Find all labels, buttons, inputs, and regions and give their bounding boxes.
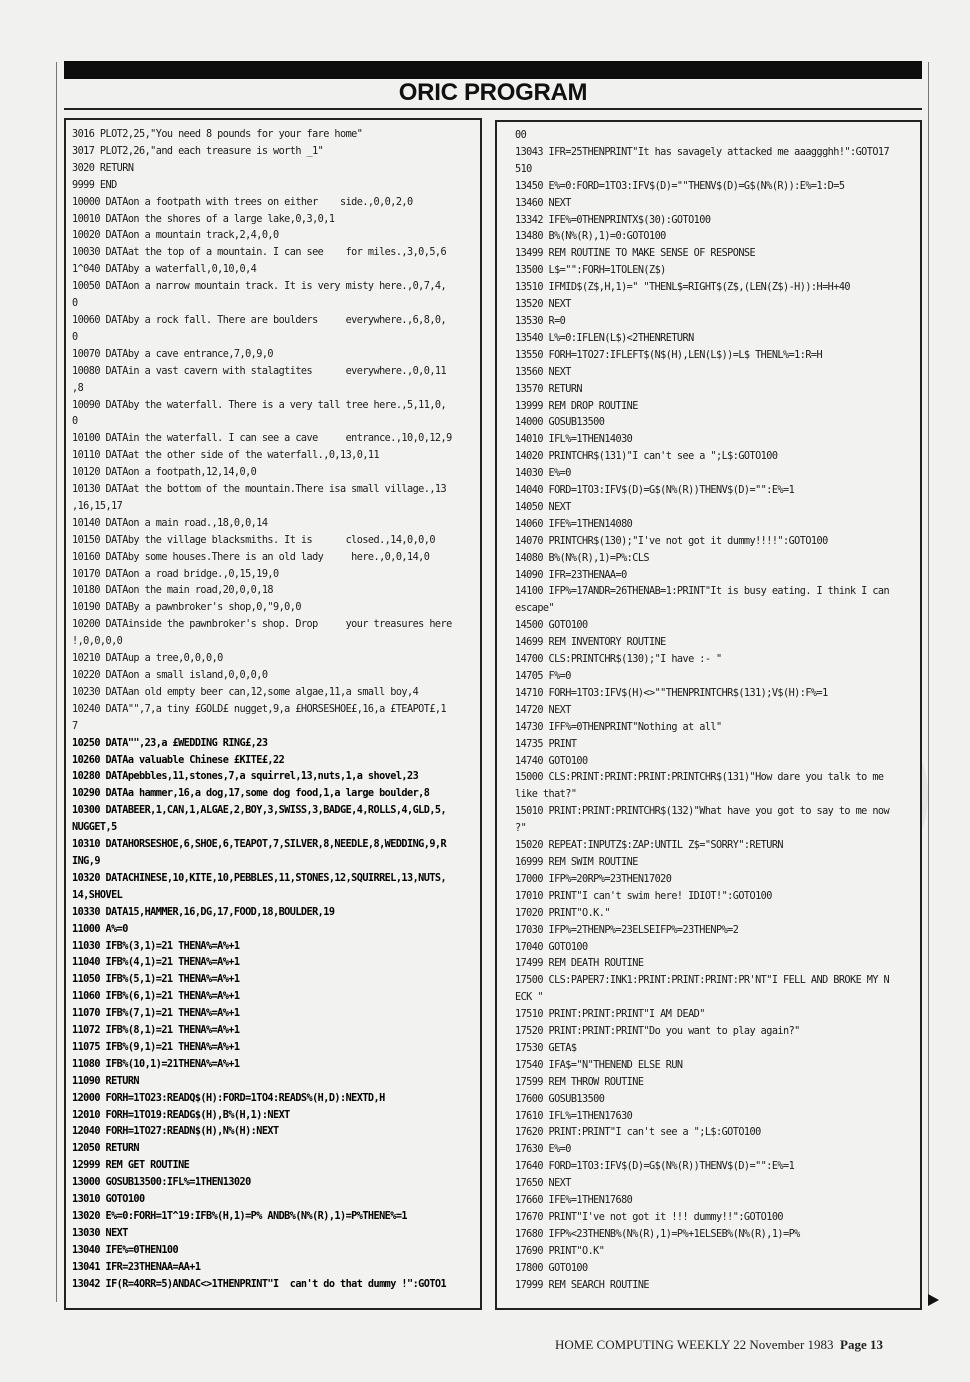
code-line: 15010 PRINT:PRINT:PRINTCHR$(132)"What have you got to say to me now [515,806,890,818]
code-line: like that?" [515,789,577,801]
code-line: 13000 GOSUB13500:IFL%=1THEN13020 [72,1177,251,1189]
code-line: 11060 IFB%(6,1)=21 THENA%=A%+1 [72,991,240,1003]
code-line: 16999 REM SWIM ROUTINE [515,856,638,868]
code-line: 14080 B%(N%(R),1)=P%:CLS [515,552,650,564]
code-line: 11072 IFB%(8,1)=21 THENA%=A%+1 [72,1025,240,1037]
code-line: 13560 NEXT [515,366,571,378]
code-line: 15020 REPEAT:INPUTZ$:ZAP:UNTIL Z$="SORRY":RETURN [515,840,784,852]
code-line: 10220 DATAon a small island,0,0,0,0 [72,670,268,681]
code-line: 10250 DATA"",23,a £WEDDING RING£,23 [72,737,268,749]
code-line: 0 [72,331,78,343]
code-line: 12040 FORH=1TO27:READN$(H),N%(H):NEXT [72,1126,279,1138]
code-line: 13480 B%(N%(R),1)=0:GOTO100 [515,231,666,243]
code-line: 11040 IFB%(4,1)=21 THENA%=A%+1 [72,957,240,969]
code-line: 10180 DATAon the main road,20,0,0,18 [72,585,274,597]
code-line: 10110 DATAat the other side of the waterfall.,0,13,0,11 [72,450,380,462]
code-line: 14020 PRINTCHR$(131)"I can't see a ";L$:GOTO100 [515,451,778,463]
code-line: 14030 E%=0 [515,468,571,480]
code-line: 3017 PLOT2,26,"and each treasure is worth _1" [72,145,324,157]
code-line: 13342 IFE%=0THENPRINTX$(30):GOTO100 [515,214,711,226]
code-line: 14699 REM INVENTORY ROUTINE [515,637,666,649]
code-line: 13460 NEXT [515,197,571,209]
continue-arrow-icon [928,1294,939,1306]
code-line: 10160 DATAby some houses.There is an old lady here.,0,0,14,0 [72,551,430,563]
code-line: 13530 R=0 [515,315,566,327]
code-line: 14,SHOVEL [72,889,123,901]
code-line: 10190 DATABy a pawnbroker's shop,0,"9,0,0 [72,602,301,614]
code-line: 10010 DATAon the shores of a large lake,0,3,0,1 [72,213,335,225]
code-line: ,16,15,17 [72,500,123,512]
code-line: escape" [515,603,555,615]
code-line: 17040 GOTO100 [515,941,588,953]
code-line: 1^040 DATAby a waterfall,0,10,0,4 [72,264,257,276]
code-line: 17520 PRINT:PRINT:PRINT"Do you want to play again?" [515,1026,800,1038]
page-border-left [56,62,57,1302]
code-line: 10020 DATAon a mountain track,2,4,0,0 [72,230,279,242]
code-line: 14040 FORD=1TO3:IFV$(D)=G$(N%(R))THENV$(D)="":E%=1 [515,485,795,497]
code-line: 11030 IFB%(3,1)=21 THENA%=A%+1 [72,940,240,952]
code-line: 11090 RETURN [72,1075,140,1087]
code-line: 17610 IFL%=1THEN17630 [515,1110,633,1122]
code-line: 10280 DATApebbles,11,stones,7,a squirrel,13,nuts,1,a shovel,23 [72,771,419,783]
code-line: 10120 DATAon a footpath,12,14,0,0 [72,467,257,479]
code-line: 17670 PRINT"I've not got it !!! dummy!!":GOTO100 [515,1212,784,1223]
page-border-right [928,62,929,1302]
code-line: 17540 IFA$="N"THENEND ELSE RUN [515,1059,683,1071]
code-line: 10170 DATAon a road bridge.,0,15,19,0 [72,568,279,580]
code-line: 14700 CLS:PRINTCHR$(130);"I have :- " [515,654,722,666]
code-line: 00 [515,130,527,141]
code-line: 3016 PLOT2,25,"You need 8 pounds for your fare home" [72,129,363,140]
code-line: 0 [72,298,78,310]
page-footer [555,1337,883,1353]
code-line: 17690 PRINT"O.K" [515,1245,605,1257]
code-line: 10230 DATAan old empty beer can,12,some algae,11,a small boy,4 [72,686,419,698]
code-line: 10130 DATAat the bottom of the mountain.There isa small village.,13 [72,484,447,496]
code-line: 14060 IFE%=1THEN14080 [515,518,633,530]
code-line: 17660 IFE%=1THEN17680 [515,1195,633,1207]
code-line: ECK " [515,992,543,1004]
code-line: 10200 DATAinside the pawnbroker's shop. Drop your treasures here [72,619,452,631]
code-line: 17640 FORD=1TO3:IFV$(D)=G$(N%(R))THENV$(D)="":E%=1 [515,1161,795,1173]
code-line: 13042 IF(R=4ORR=5)ANDAC<>1THENPRINT"I can't do that dummy !":GOTO1 [72,1278,447,1290]
code-line: 11000 A%=0 [72,923,128,935]
code-line: 17630 E%=0 [515,1144,571,1156]
code-line: 11050 IFB%(5,1)=21 THENA%=A%+1 [72,974,240,986]
code-line: 14090 IFR=23THENAA=0 [515,569,627,581]
code-line: 17800 GOTO100 [515,1262,588,1274]
code-line: 14500 GOTO100 [515,620,588,632]
code-line: 13520 NEXT [515,299,571,311]
code-line: 10090 DATAby the waterfall. There is a very tall tree here.,5,11,0, [72,399,447,411]
code-line: 10210 DATAup a tree,0,0,0,0 [72,653,223,665]
code-line: 10060 DATAby a rock fall. There are boulders everywhere.,6,8,0, [72,314,447,326]
code-line: 14000 GOSUB13500 [515,417,605,429]
code-line: NUGGET,5 [72,822,117,834]
code-line: 13020 E%=0:FORH=1T^19:IFB%(H,1)=P% ANDB%(N%(R),1)=P%THENE%=1 [72,1211,408,1222]
code-line: 17500 CLS:PAPER7:INK1:PRINT:PRINT:PRINT:PR'NT"I FELL AND BROKE MY N [515,975,890,987]
code-line: 10260 DATAa valuable Chinese £KITE£,22 [72,754,285,766]
code-line: 17620 PRINT:PRINT"I can't see a ";L$:GOTO100 [515,1127,761,1139]
code-line: 13040 IFE%=0THEN100 [72,1244,179,1256]
code-line: 17999 REM SEARCH ROUTINE [515,1279,650,1291]
code-line: 11075 IFB%(9,1)=21 THENA%=A%+1 [72,1041,240,1053]
listing-column-left [64,118,482,1310]
code-line: 510 [515,163,532,175]
code-line: 15000 CLS:PRINT:PRINT:PRINT:PRINTCHR$(131)"How dare you talk to me [515,772,884,784]
code-line: 13540 L%=0:IFLEN(L$)<2THENRETURN [515,332,694,344]
code-line: 10150 DATAby the village blacksmiths. It is closed.,14,0,0,0 [72,534,435,546]
code-line: 13041 IFR=23THENAA=AA+1 [72,1261,201,1273]
code-line: 17600 GOSUB13500 [515,1093,605,1105]
header-black-bar [64,61,922,79]
code-lines-left [66,120,480,1294]
footer-publication: HOME COMPUTING WEEKLY 22 November 1983 [555,1337,834,1352]
code-line: 0 [72,416,78,428]
code-line: 17000 IFP%=20RP%=23THEN17020 [515,873,672,885]
code-line: 10310 DATAHORSESHOE,6,SHOE,6,TEAPOT,7,SILVER,8,NEEDLE,8,WEDDING,9,R [72,839,447,851]
code-line: 14050 NEXT [515,501,571,513]
code-line: 10330 DATA15,HAMMER,16,DG,17,FOOD,18,BOULDER,19 [72,906,335,918]
code-line: 13500 L$="":FORH=1TOLEN(Z$) [515,265,666,277]
code-line: 13570 RETURN [515,383,583,395]
code-line: 14010 IFL%=1THEN14030 [515,434,633,446]
code-line: 10100 DATAin the waterfall. I can see a cave entrance.,10,0,12,9 [72,433,452,445]
code-line: 17030 IFP%=2THENP%=23ELSEIFP%=23THENP%=2 [515,924,739,936]
code-line: 10240 DATA"",7,a tiny £GOLD£ nugget,9,a £HORSESHOE£,16,a £TEAPOT£,1 [72,703,447,715]
code-line: !,0,0,0,0 [72,636,123,648]
code-line: 13043 IFR=25THENPRINT"It has savagely attacked me aaaggghh!":GOTO17 [515,146,890,158]
code-line: 14735 PRINT [515,738,577,750]
code-line: 10070 DATAby a cave entrance,7,0,9,0 [72,348,274,360]
footer-page-number: Page 13 [840,1337,883,1352]
code-line: 11070 IFB%(7,1)=21 THENA%=A%+1 [72,1008,240,1020]
code-line: ,8 [72,382,84,394]
code-line: 11080 IFB%(10,1)=21THENA%=A%+1 [72,1058,240,1070]
code-line: 13010 GOTO100 [72,1194,145,1206]
code-line: 14100 IFP%=17ANDR=26THENAB=1:PRINT"It is busy eating. I think I can [515,586,890,598]
code-line: 12010 FORH=1TO19:READG$(H),B%(H,1):NEXT [72,1109,290,1121]
code-line: 3020 RETURN [72,162,134,174]
code-line: 10000 DATAon a footpath with trees on either side.,0,0,2,0 [72,196,413,208]
code-line: 14740 GOTO100 [515,755,588,767]
code-line: 14730 IFF%=0THENPRINT"Nothing at all" [515,721,722,733]
code-line: 10050 DATAon a narrow mountain track. It is very misty here.,0,7,4, [72,281,447,293]
code-line: 14710 FORH=1TO3:IFV$(H)<>""THENPRINTCHR$(131);V$(H):F%=1 [515,687,828,699]
code-line: 17510 PRINT:PRINT:PRINT"I AM DEAD" [515,1009,705,1021]
code-line: 13499 REM ROUTINE TO MAKE SENSE OF RESPONSE [515,248,756,260]
code-lines-right [497,122,920,1295]
code-line: 10030 DATAat the top of a mountain. I can see for miles.,3,0,5,6 [72,247,447,259]
code-line: 7 [72,720,78,732]
code-line: 12999 REM GET ROUTINE [72,1160,190,1172]
code-line: 17680 IFP%<23THENB%(N%(R),1)=P%+1ELSEB%(N%(R),1)=P% [515,1228,800,1240]
code-line: 10320 DATACHINESE,10,KITE,10,PEBBLES,11,STONES,12,SQUIRREL,13,NUTS, [72,872,447,884]
code-line: 17010 PRINT"I can't swim here! IDIOT!":GOTO100 [515,890,772,902]
code-line: 10080 DATAin a vast cavern with stalagtites everywhere.,0,0,11 [72,365,447,377]
code-line: 17499 REM DEATH ROUTINE [515,958,644,970]
listing-column-right [495,120,922,1310]
code-line: 17650 NEXT [515,1178,571,1190]
code-line: 14705 F%=0 [515,671,571,682]
code-line: 12050 RETURN [72,1143,140,1155]
code-line: 17599 REM THROW ROUTINE [515,1076,644,1088]
code-line: 13550 FORH=1TO27:IFLEFT$(N$(H),LEN(L$))=L$ THENL%=1:R=H [515,349,823,361]
header-rule [64,108,922,110]
code-line: 14720 NEXT [515,704,571,716]
code-line: 17530 GETA$ [515,1042,577,1054]
code-line: 13510 IFMID$(Z$,H,1)=" "THENL$=RIGHT$(Z$,(LEN(Z$)-H)):H=H+40 [515,282,851,294]
code-line: 12000 FORH=1TO23:READQ$(H):FORD=1TO4:READS%(H,D):NEXTD,H [72,1092,385,1104]
code-line: ?" [515,823,527,835]
code-line: ING,9 [72,855,100,867]
code-line: 13450 E%=0:FORD=1TO3:IFV$(D)=""THENV$(D)=G$(N%(R)):E%=1:D=5 [515,180,845,192]
page-title: ORIC PROGRAM [398,79,588,106]
code-line: 10140 DATAon a main road.,18,0,0,14 [72,517,268,529]
code-line: 13999 REM DROP ROUTINE [515,400,638,412]
code-line: 14070 PRINTCHR$(130);"I've not got it dummy!!!!":GOTO100 [515,535,828,547]
code-line: 17020 PRINT"O.K." [515,907,610,919]
code-line: 10300 DATABEER,1,CAN,1,ALGAE,2,BOY,3,SWISS,3,BADGE,4,ROLLS,4,GLD,5, [72,805,447,817]
code-line: 10290 DATAa hammer,16,a dog,17,some dog food,1,a large boulder,8 [72,788,430,800]
code-line: 9999 END [72,179,117,191]
code-line: 13030 NEXT [72,1227,128,1239]
